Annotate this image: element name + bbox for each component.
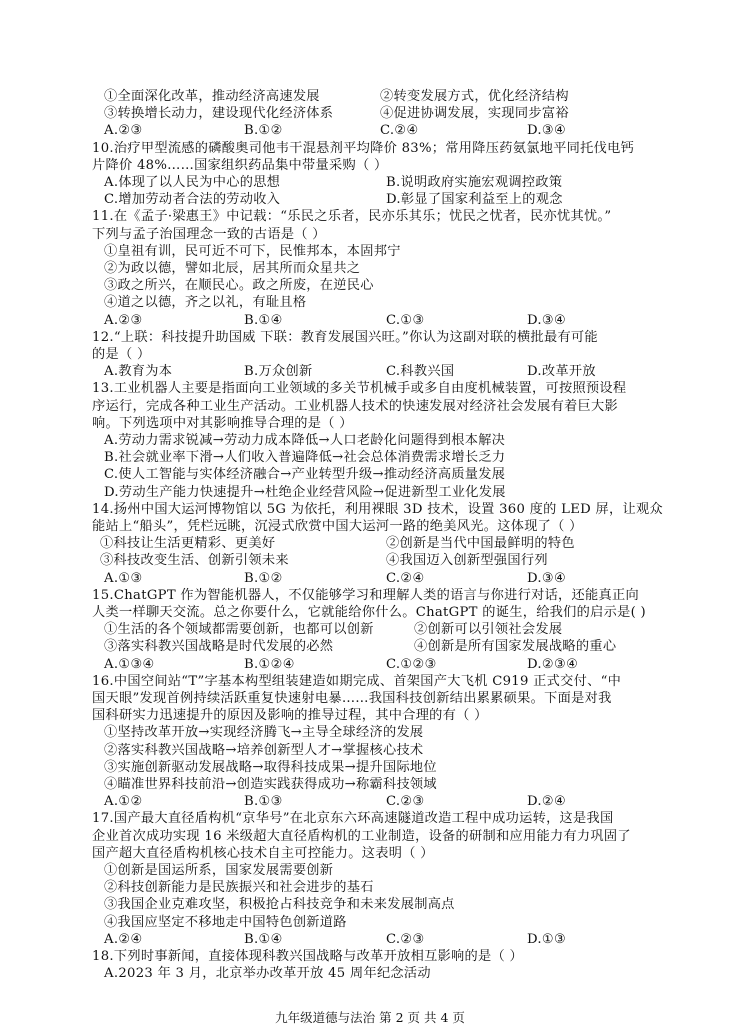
answer-option: ①科技让生活更精彩、更美好 bbox=[100, 536, 276, 552]
question-line: ④瞄准世界科技前沿→创造实践获得成功→称霸科技领域 bbox=[104, 777, 437, 792]
answer-option: D.③④ bbox=[527, 123, 567, 139]
answer-option: A.①② bbox=[104, 794, 143, 810]
question-line: ④道之以德，齐之以礼，有耻且格 bbox=[104, 295, 307, 311]
answer-option: D.①③ bbox=[527, 931, 567, 947]
question-line: 的是（ ） bbox=[92, 347, 151, 362]
answer-option: B.万众创新 bbox=[244, 364, 313, 380]
page-footer: 九年级道德与法治 第 2 页 共 4 页 bbox=[275, 1010, 465, 1025]
question-line: A.2023 年 3 月，北京举办改革开放 45 周年纪念活动 bbox=[104, 966, 431, 982]
question-line: 国科研实力迅速提升的原因及影响的推导过程，其中合理的有（ ） bbox=[92, 708, 488, 724]
question-line: 企业首次成功实现 16 米级超大直径盾构机的工业制造，设备的研制和应用能力有力巩固了 bbox=[92, 828, 631, 844]
answer-option: D.③④ bbox=[527, 570, 567, 586]
question-line: D.劳动生产能力快速提升→杜绝企业经营风险→促进新型工业化发展 bbox=[104, 484, 506, 500]
question-line: ③政之所兴，在顺民心。政之所废，在逆民心 bbox=[104, 278, 374, 294]
question-line: 13.工业机器人主要是指面向工业领域的多关节机械手或多自由度机械装置，可按照预设程 bbox=[92, 381, 627, 397]
answer-option: C.②③ bbox=[386, 794, 425, 810]
answer-option: ②创新是当代中国最鲜明的特色 bbox=[386, 536, 575, 552]
question-line: 国产超大直径盾构机核心技术自主可控能力。这表明（ ） bbox=[92, 845, 434, 861]
question-line: ②科技创新能力是民族振兴和社会进步的基石 bbox=[104, 880, 374, 896]
question-line: 18.下列时事新闻，直接体现科教兴国战略与改革开放相互影响的是（ ） bbox=[92, 949, 523, 964]
answer-option: A.体现了以人民为中心的思想 bbox=[104, 175, 281, 190]
answer-option: D.②③④ bbox=[527, 656, 579, 672]
question-line: 序运行，完成各种工业生产活动。工业机器人技术的快速发展对经济社会发展有着巨大影 bbox=[92, 398, 619, 414]
question-line: 人类一样聊天交流。总之你要什么，它就能给你什么。ChatGPT 的诞生，给我们的启示是( ) bbox=[92, 605, 646, 620]
question-line: 响。下列选项中对其影响推导合理的是（ ） bbox=[92, 415, 353, 431]
answer-option: A.①③④ bbox=[104, 656, 155, 672]
question-line: 11.在《孟子·梁惠王》中记载：“乐民之乐者，民亦乐其乐；忧民之忧者，民亦忧其忧。” bbox=[92, 209, 612, 225]
answer-option: ③科技改变生活、创新引领未来 bbox=[100, 553, 289, 569]
answer-option: C.②④ bbox=[380, 123, 419, 139]
answer-option: ④创新是所有国家发展战略的重心 bbox=[414, 639, 617, 655]
answer-option: C.②④ bbox=[386, 570, 425, 586]
answer-option: ①全面深化改革，推动经济高速发展 bbox=[104, 89, 320, 104]
answer-option: B.①② bbox=[244, 123, 283, 139]
answer-option: A.②③ bbox=[104, 123, 143, 139]
question-line: ③我国企业克难攻坚，积极抢占科技竞争和未来发展制高点 bbox=[104, 897, 455, 913]
question-line: ①坚持改革开放→实现经济腾飞→主导全球经济的发展 bbox=[104, 725, 424, 741]
question-line: 16.中国空间站“T”字基本构型组装建造如期完成、首架国产大飞机 C919 正式交付、“中 bbox=[92, 673, 622, 689]
answer-option: ④我国迈入创新型强国行列 bbox=[386, 553, 548, 569]
question-line: A.劳动力需求锐减→劳动力成本降低→人口老龄化问题得到根本解决 bbox=[104, 433, 506, 448]
answer-option: A.②③ bbox=[104, 312, 143, 328]
question-line: 国天眼”发现首例持续活跃重复快速射电暴……我国科技创新结出累累硕果。下面是对我 bbox=[92, 691, 612, 706]
answer-option: B.①② bbox=[244, 570, 283, 586]
question-line: 14.扬州中国大运河博物馆以 5G 为依托，利用裸眼 3D 技术，设置 360 度的 LED 屏，让观众 bbox=[92, 501, 663, 517]
question-line: 12.“上联：科技提升助国威 下联：教育发展国兴旺。”你认为这副对联的横批最有可能 bbox=[92, 329, 598, 345]
answer-option: C.①②③ bbox=[386, 656, 437, 672]
question-line: ②落实科教兴国战略→培养创新型人才→掌握核心技术 bbox=[104, 742, 424, 758]
answer-option: ③落实科教兴国战略是时代发展的必然 bbox=[104, 639, 334, 655]
question-line: 片降价 48%……国家组织药品集中带量采购（ ） bbox=[92, 157, 388, 173]
answer-option: C.②③ bbox=[386, 931, 425, 947]
question-line: 能站上“船头”，凭栏远眺，沉浸式欣赏中国大运河一路的绝美风光。这体现了（ ） bbox=[92, 519, 583, 534]
answer-option: D.彰显了国家利益至上的观念 bbox=[386, 192, 563, 208]
answer-option: ②创新可以引领社会发展 bbox=[414, 622, 563, 638]
question-line: ②为政以德，譬如北辰，居其所而众星共之 bbox=[104, 261, 361, 276]
answer-option: D.②④ bbox=[527, 794, 567, 810]
answer-option: B.说明政府实施宏观调控政策 bbox=[386, 175, 563, 190]
answer-option: ④促进协调发展，实现同步富裕 bbox=[380, 106, 569, 122]
answer-option: A.教育为本 bbox=[104, 364, 173, 380]
question-line: 10.治疗甲型流感的磷酸奥司他韦干混悬剂平均降价 83%；常用降压药氨氯地平同托伐电钙 bbox=[92, 140, 635, 156]
answer-option: ①生活的各个领域都需要创新，也都可以创新 bbox=[104, 622, 374, 638]
answer-option: D.改革开放 bbox=[527, 364, 596, 380]
answer-option: A.②④ bbox=[104, 931, 143, 947]
answer-option: C.增加劳动者合法的劳动收入 bbox=[104, 192, 281, 208]
answer-option: C.①③ bbox=[386, 312, 425, 328]
answer-option: ②转变发展方式，优化经济结构 bbox=[380, 89, 569, 104]
answer-option: B.①④ bbox=[244, 931, 283, 947]
question-line: ①创新是国运所系，国家发展需要创新 bbox=[104, 863, 334, 878]
answer-option: B.①②④ bbox=[244, 656, 295, 672]
answer-option: D.③④ bbox=[527, 312, 567, 328]
answer-option: A.①③ bbox=[104, 570, 143, 586]
question-line: ①皇祖有训，民可近不可下，民惟邦本，本固邦宁 bbox=[104, 243, 401, 259]
question-line: B.社会就业率下滑→人们收入普遍降低→社会总体消费需求增长乏力 bbox=[104, 450, 506, 466]
question-line: 下列与孟子治国理念一致的古语是（ ） bbox=[92, 226, 326, 242]
question-line: C.使人工智能与实体经济融合→产业转型升级→推动经济高质量发展 bbox=[104, 467, 506, 483]
answer-option: C.科教兴国 bbox=[386, 364, 455, 380]
answer-option: B.①④ bbox=[244, 312, 283, 328]
question-line: ④我国应坚定不移地走中国特色创新道路 bbox=[104, 914, 347, 930]
question-line: 15.ChatGPT 作为智能机器人，不仅能够学习和理解人类的语言与你进行对话，还能真正向 bbox=[92, 587, 639, 603]
answer-option: B.①③ bbox=[244, 794, 283, 810]
question-line: ③实施创新驱动发展战略→取得科技成果→提升国际地位 bbox=[104, 759, 437, 775]
answer-option: ③转换增长动力，建设现代化经济体系 bbox=[104, 106, 334, 122]
question-line: 17.国产最大直径盾构机“京华号”在北京东六环高速隧道改造工程中成功运转，这是我国 bbox=[92, 811, 614, 827]
